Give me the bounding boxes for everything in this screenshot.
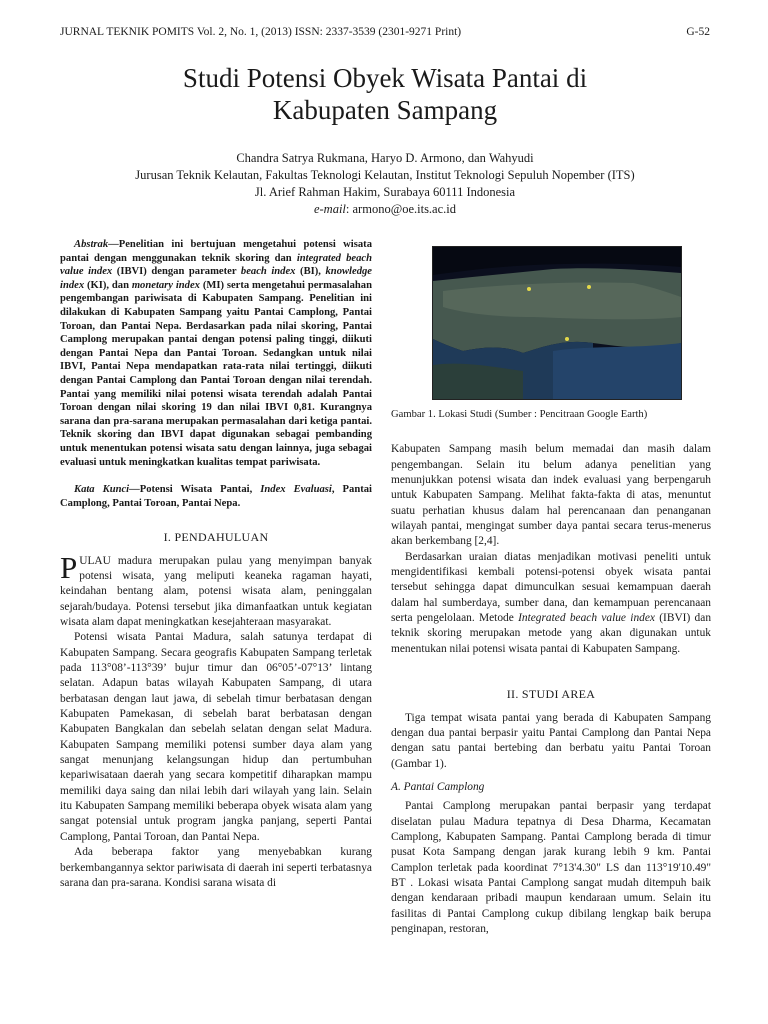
title-line-1: Studi Potensi Obyek Wisata Pantai di bbox=[182, 63, 588, 93]
paragraph: Tiga tempat wisata pantai yang berada di Kabupaten Sampang dengan dua pantai berpasir yaitu Pantai Camplong dan Pantai Nepa dengan satu pantai bertebing dan berbatu yaitu Pantai Toroan (Gambar 1). bbox=[391, 711, 711, 770]
paper-title bbox=[60, 62, 710, 126]
paragraph-text: (IBVI) dan teknik skoring merupakan metode yang akan digunakan untuk menentukan nilai potensi wisata pantai di Kabupaten Sampang. bbox=[391, 612, 712, 655]
location-marker-icon bbox=[565, 337, 569, 341]
abstract-term: beach index bbox=[240, 266, 296, 278]
paragraph bbox=[391, 550, 711, 657]
location-marker-icon bbox=[527, 287, 531, 291]
location-marker-icon bbox=[587, 285, 591, 289]
paragraph bbox=[60, 549, 372, 631]
right-column bbox=[391, 240, 711, 937]
keywords-text: —Potensi Wisata Pantai, bbox=[129, 484, 261, 496]
paragraph: Kabupaten Sampang masih belum memadai dan masih dalam pengembangan. Selain itu belum adanya penelitian yang menunjukkan potensi wisata dan indek evaluasi yang berpengaruh untuk Kabupaten Sampang. Melihat fakta-fakta di atas, menuntut suatu perhatian khusus dalam hal perencanaan dan penanganan wilayah pantai, mengingat sumber daya pantai secara terus-menerus akan berkembang [2,4]. bbox=[391, 443, 711, 548]
author-block bbox=[60, 150, 710, 218]
author-affiliation: Jurusan Teknik Kelautan, Fakultas Teknologi Kelautan, Institut Teknologi Sepuluh Nopember (ITS) bbox=[135, 168, 635, 182]
left-column bbox=[60, 238, 372, 891]
email-label: e-mail bbox=[313, 202, 346, 216]
section-heading-studi-area: II. STUDI AREA bbox=[506, 687, 596, 702]
running-header bbox=[60, 26, 710, 38]
subsection-heading-camplong: A. Pantai Camplong bbox=[391, 780, 485, 793]
keywords-term: Index Evaluasi bbox=[260, 484, 332, 496]
paragraph-term: Integrated beach value index bbox=[518, 612, 655, 625]
abstract-text: (MI) serta mengetahui permasalahan pengembangan pariwisata di Kabupaten Sampang. Penelitian ini dilakukan di Kabupaten Sampang yaitu Pantai Camplong, Pantai Toroan, dan Pantai Nepa. Berdasarkan pada nilai skoring, Pantai Camplong merupakan pantai dengan potensi paling tinggi, diikuti dengan Pantai Nepa dan Pantai Toroan. Sedangkan untuk nilai IBVI, Pantai Nepa mendapatkan rata-rata nilai tertinggi, diikuti dengan Pantai Camplong dan Pantai Toroan dengan nilai terendah. Pantai yang memiliki nilai potensi wisata terendah adalah Pantai Toroan dengan nilai skoring 19 dan nilai IBVI 0,81. Kurangnya sarana dan pra-sarana merupakan permasalahan dari ketiga pantai. Teknik skoring dan IBVI dapat digunakan sebagai pembanding untuk menentukan potensi wisata satu dengan lainnya, juga sebagai evaluasi untuk meningkatkan kualitas tempat pariwisata. bbox=[60, 279, 372, 468]
author-email bbox=[60, 201, 710, 218]
paragraph: Ada beberapa faktor yang menyebabkan kurang berkembangannya sektor pariwisata di daerah ini seperti terbatasnya sarana dan pra-sarana. Kondisi sarana wisata di bbox=[60, 846, 372, 889]
title-line-2: Kabupaten Sampang bbox=[272, 95, 498, 125]
abstract-term: integrated beach value index bbox=[60, 252, 372, 278]
abstract-term: monetary index bbox=[131, 279, 200, 291]
email-address[interactable]: : armono@oe.its.ac.id bbox=[345, 202, 457, 216]
abstract-text: (BI), bbox=[295, 266, 326, 278]
keywords bbox=[60, 483, 372, 510]
figure-satellite-map bbox=[432, 246, 682, 400]
abstract-text: (IBVI) dengan parameter bbox=[112, 266, 241, 278]
satellite-map-image bbox=[433, 247, 681, 399]
abstract bbox=[60, 238, 372, 469]
paragraph: Pantai Camplong merupakan pantai berpasir yang terdapat diselatan pulau Madura tepatnya di Desa Dharma, Kecamatan Camplong, Kabupaten Sampang. Pantai Camplong berada di timur pusat Kota Sampang dengan jarak kurang lebih 9 km. Pantai Camplon terletak pada koordinat 7°13'4.30" LS dan 113°19'10.49" BT . Lokasi wisata Pantai Camplong sangat mudah ditempuh baik dengan kendaraan pribadi maupun kendaraan umum. Selain itu fasilitas di Pantai Camplong cukup dibilang lengkap baik berupa penginapan, restoran, bbox=[391, 800, 711, 935]
author-address: Jl. Arief Rahman Hakim, Surabaya 60111 Indonesia bbox=[254, 185, 516, 199]
author-names: Chandra Satrya Rukmana, Haryo D. Armono, dan Wahyudi bbox=[236, 151, 534, 165]
figure-caption: Gambar 1. Lokasi Studi (Sumber : Pencitraan Google Earth) bbox=[391, 409, 648, 420]
abstract-term: knowledge index bbox=[60, 266, 372, 291]
journal-info: JURNAL TEKNIK POMITS Vol. 2, No. 1, (2013) ISSN: 2337-3539 (2301-9271 Print) bbox=[60, 26, 462, 38]
abstract-text: —Penelitian ini bertujuan mengetahui potensi wisata pantai dengan menggunakan teknik skoring dan bbox=[60, 239, 372, 264]
keywords-text: , Pantai Camplong, Pantai Toroan, Pantai Nepa. bbox=[60, 484, 372, 509]
paragraph: Potensi wisata Pantai Madura, salah satunya terdapat di Kabupaten Sampang. Secara geografis Kabupaten Sampang terletak pada 113°08’-113°39’ bujur timur dan 06°05’-07°13’ lintang selatan. Adapun batas wilayah Kabupaten Sampang, di utara berbatasan dengan laut jawa, di sebelah timur berbatasan dengan Kabupaten Pamekasan, di sebelah barat berbatasan dengan Kabupaten Bangkalan dan sebelah selatan dengan selat Madura. Kabupaten Sampang memiliki potensi sumber daya alam yang sangat menunjang kelangsungan hidup dan pertumbuhan kepariwisataan daerah yang secara kompetitif diharapkan mampu memiliki daya saing dan nilai lebih dari wilayah yang lain. Selain itu Kabupaten Sampang memiliki beberapa obyek wisata alam yang sangat potensial untuk program jangka panjang, seperti Pantai Camplong, Pantai Toroan, dan Pantai Nepa. bbox=[60, 631, 372, 843]
keywords-label: Kata Kunci bbox=[74, 484, 130, 496]
drop-cap: P bbox=[60, 549, 78, 585]
abstract-label: Abstrak bbox=[74, 239, 109, 250]
paragraph-text: Berdasarkan uraian diatas menjadikan motivasi peneliti untuk mengidentifikasi kembali potensi-potensi obyek wisata pantai tersebut sehingga dapat dimunculkan sesuai kemampuan daerah dalam hal sumberdaya, sumber dana, dan kemampuan perencanaan serta pengelolaan. Metode bbox=[391, 550, 711, 625]
abstract-text: (KI), dan bbox=[84, 279, 132, 291]
paragraph-text: ULAU madura merupakan pulau yang menyimpan banyak potensi wisata, yang meliputi keaneka ragaman hayati, keindahan bentang alam, potensi wisata alam, peninggalan sejarah/budaya. Potensi tersebut jika dimanfaatkan untuk kegiatan wisata alam dapat meningkatkan kesejahteraan masyarakat. bbox=[60, 554, 372, 628]
section-heading-pendahuluan: I. PENDAHULUAN bbox=[163, 530, 269, 545]
page-number: G-52 bbox=[686, 26, 710, 38]
